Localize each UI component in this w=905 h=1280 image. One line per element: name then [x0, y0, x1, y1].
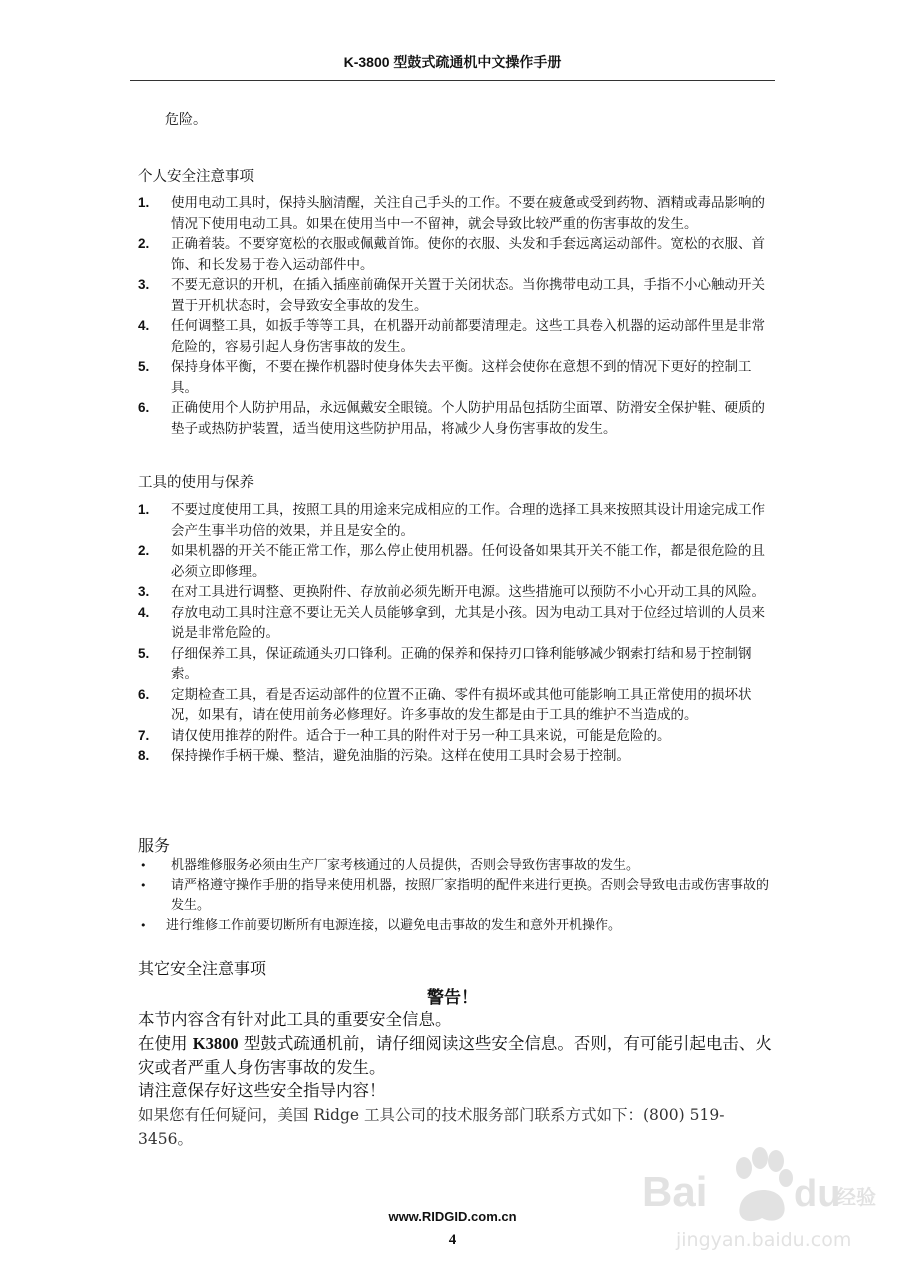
- item-number: 5.: [138, 359, 150, 374]
- list-item: [138, 357, 770, 398]
- bullet-icon: •: [140, 919, 147, 932]
- warning-line-3: 请注意保存好这些安全指导内容！: [138, 1081, 386, 1100]
- item-text: 任何调整工具，如扳手等等工具，在机器开动前都要清理走。这些工具卷入机器的运动部件里是非常危险的，容易引起人身伤害事故的发生。: [171, 318, 765, 355]
- list-item: [138, 644, 770, 685]
- list-item: [138, 500, 770, 541]
- item-text: 正确着装。不要穿宽松的衣服或佩戴首饰。使你的衣服、头发和手套远离运动部件。宽松的衣服、首饰、和长发易于卷入运动部件中。: [171, 236, 765, 273]
- baidu-logo-text: Bai: [642, 1168, 708, 1215]
- footer-url: www.RIDGID.com.cn: [388, 1209, 517, 1224]
- item-text: 保持操作手柄干燥、整洁，避免油脂的污染。这样在使用工具时会易于控制。: [171, 748, 630, 764]
- list-item: [138, 685, 770, 726]
- item-text: 请严格遵守操作手册的指导来使用机器，按照厂家指明的配件来进行更换。否则会导致电击或伤害事故的发生。: [171, 878, 770, 913]
- item-text: 请仅使用推荐的附件。适合于一种工具的附件对于另一种工具来说，可能是危险的。: [171, 727, 671, 744]
- list-item: [138, 541, 770, 582]
- item-number: 1.: [138, 502, 150, 517]
- list-item: [138, 582, 770, 603]
- continued-text: 危险。: [165, 112, 207, 128]
- item-text: 使用电动工具时，保持头脑清醒，关注自己手头的工作。不要在疲惫或受到药物、酒精或毒品影响的情况下使用电动工具。如果在使用当中一不留神，就会导致比较严重的伤害事故的发生。: [171, 195, 765, 232]
- jingyan-url: jingyan.baidu.com: [676, 1229, 852, 1251]
- item-text: 在对工具进行调整、更换附件、存放前必须先断开电源。这些措施可以预防不小心开动工具的风险。: [171, 584, 765, 600]
- baidu-logo-text-2: du: [794, 1173, 841, 1215]
- bullet-icon: •: [140, 859, 147, 872]
- warning-line-1: 本节内容含有针对此工具的重要安全信息。: [138, 1010, 452, 1029]
- item-text: 机器维修服务必须由生产厂家考核通过的人员提供，否则会导致伤害事故的发生。: [171, 858, 640, 873]
- page-header-title: K-3800 型鼓式疏通机中文操作手册: [343, 54, 562, 70]
- item-text: 不要无意识的开机，在插入插座前确保开关置于关闭状态。当你携带电动工具，手指不小心触动开关置于开机状态时，会导致安全事故的发生。: [171, 277, 765, 314]
- service-heading: 服务: [138, 836, 171, 855]
- item-text: 如果机器的开关不能正常工作，那么停止使用机器。任何设备如果其开关不能工作，都是很危险的且必须立即修理。: [171, 543, 765, 580]
- item-text: 存放电动工具时注意不要让无关人员能够拿到，尤其是小孩。因为电动工具对于位经过培训的人员来说是非常危险的。: [171, 604, 765, 641]
- list-item: [138, 316, 770, 357]
- jingyan-label: 经验: [836, 1185, 876, 1209]
- model-number: K3800: [192, 1034, 239, 1053]
- item-number: 8.: [138, 748, 150, 763]
- item-text: 正确使用个人防护用品，永远佩戴安全眼镜。个人防护用品包括防尘面罩、防滑安全保护鞋、硬质的垫子或热防护装置，适当使用这些防护用品，将减少人身伤害事故的发生。: [171, 400, 765, 437]
- list-item: [138, 876, 770, 916]
- other-safety-heading: 其它安全注意事项: [138, 959, 267, 978]
- tool-use-list: [138, 500, 770, 767]
- item-text: 定期检查工具，看是否运动部件的位置不正确、零件有损坏或其他可能影响工具正常使用的损坏状况，如果有，请在使用前务必修理好。许多事故的发生都是由于工具的维护不当造成的。: [171, 686, 752, 723]
- personal-safety-heading: 个人安全注意事项: [138, 169, 254, 185]
- item-text: 进行维修工作前要切断所有电源连接，以避免电击事故的发生和意外开机操作。: [166, 918, 622, 933]
- item-text: 仔细保养工具，保证疏通头刃口锋利。正确的保养和保持刃口锋利能够减少钢索打结和易于控制钢索。: [171, 645, 752, 682]
- item-number: 7.: [138, 727, 150, 743]
- item-number: 4.: [138, 318, 150, 333]
- item-number: 1.: [138, 195, 150, 210]
- list-item: [138, 398, 770, 439]
- page-number: 4: [448, 1232, 457, 1248]
- personal-safety-list: [138, 193, 770, 439]
- list-item: [138, 746, 770, 767]
- list-item: [138, 726, 770, 747]
- warning-line-2-pre: 在使用: [138, 1034, 193, 1053]
- warning-line-2-post: 型鼓式疏通机前，请仔细阅读这些安全信息。否则，有可能引起电击、火灾或者严重人身伤害事故的发生。: [138, 1034, 772, 1077]
- bullet-icon: •: [140, 879, 147, 892]
- list-item: [138, 856, 770, 876]
- tool-use-heading: 工具的使用与保养: [138, 475, 254, 491]
- item-text: 不要过度使用工具，按照工具的用途来完成相应的工作。合理的选择工具来按照其设计用途完成工作会产生事半功倍的效果，并且是安全的。: [171, 502, 765, 539]
- item-number: 5.: [138, 645, 150, 661]
- contact-text: 如果您有任何疑问，美国 Ridge 工具公司的技术服务部门联系方式如下：(800) 519-3456。: [138, 1106, 725, 1148]
- item-number: 2.: [138, 543, 150, 558]
- item-number: 2.: [138, 236, 150, 251]
- list-item: [138, 234, 770, 275]
- paw-icon: [736, 1147, 793, 1221]
- warning-title: 警告！: [427, 988, 478, 1008]
- item-number: 6.: [138, 400, 150, 415]
- warning-line-2: [138, 1032, 773, 1080]
- service-list: [138, 856, 770, 936]
- list-item: [138, 603, 770, 644]
- header-divider: [130, 80, 775, 81]
- item-number: 4.: [138, 604, 150, 620]
- item-number: 6.: [138, 686, 150, 702]
- list-item: [138, 916, 770, 936]
- item-text: 保持身体平衡，不要在操作机器时使身体失去平衡。这样会使你在意想不到的情况下更好的控制工具。: [171, 359, 752, 396]
- item-number: 3.: [138, 584, 150, 599]
- list-item: [138, 193, 770, 234]
- baidu-jingyan-watermark: [636, 1128, 876, 1268]
- item-number: 3.: [138, 277, 150, 292]
- list-item: [138, 275, 770, 316]
